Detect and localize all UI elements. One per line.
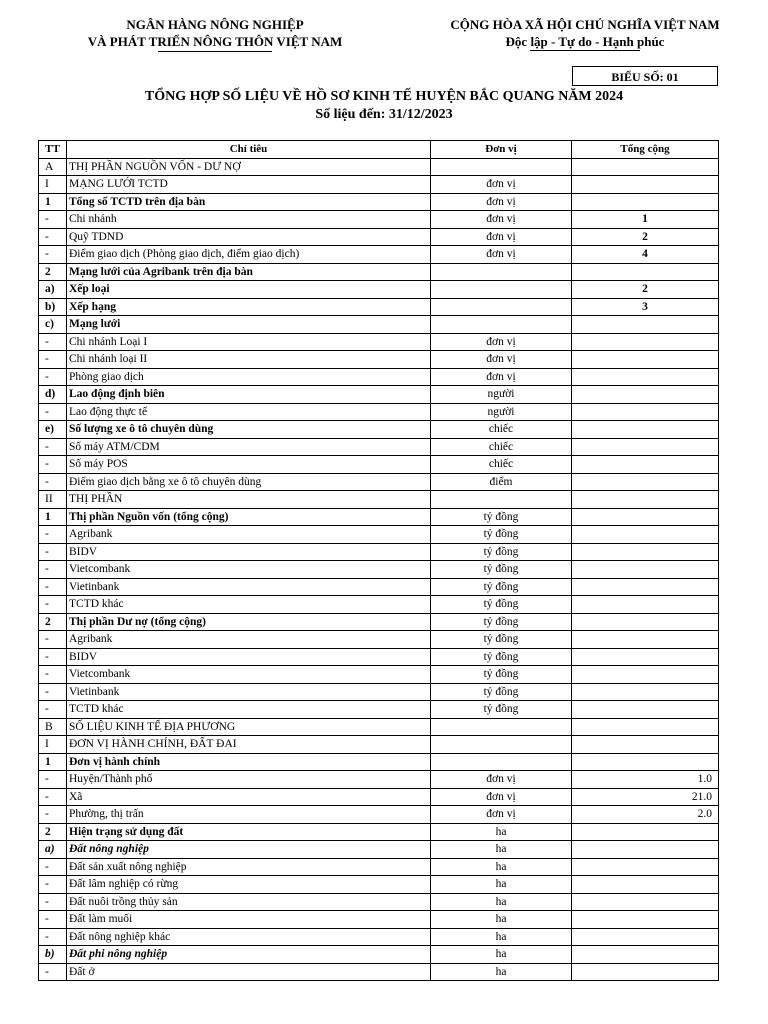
row-total-cell [572,543,719,561]
row-tt-cell: 2 [39,613,67,631]
row-indicator-cell: Lao động định biên [67,386,431,404]
row-tt-cell: - [39,561,67,579]
row-unit-cell: người [431,386,572,404]
table-row [39,456,719,474]
table-row [39,666,719,684]
row-tt-cell: I [39,736,67,754]
row-total-cell: 1.0 [572,771,719,789]
row-total-cell [572,351,719,369]
row-tt-cell: A [39,158,67,176]
row-tt-cell: - [39,858,67,876]
row-tt-cell: - [39,596,67,614]
row-indicator-cell: Thị phần Dư nợ (tổng cộng) [67,613,431,631]
row-tt-cell: - [39,963,67,981]
row-unit-cell: đơn vị [431,228,572,246]
row-total-cell [572,666,719,684]
table-row [39,403,719,421]
data-table [38,140,719,981]
row-total-cell [572,473,719,491]
row-unit-cell: đơn vị [431,771,572,789]
table-row [39,683,719,701]
row-indicator-cell: Tổng số TCTD trên địa bàn [67,193,431,211]
row-indicator-cell: Số máy POS [67,456,431,474]
row-indicator-cell: Xã [67,788,431,806]
row-unit-cell [431,736,572,754]
table-row [39,543,719,561]
row-indicator-cell: THỊ PHẦN [67,491,431,509]
header-tt: TT [39,141,67,159]
row-unit-cell [431,753,572,771]
row-tt-cell: - [39,701,67,719]
row-tt-cell: b) [39,946,67,964]
row-total-cell [572,911,719,929]
row-unit-cell: chiếc [431,438,572,456]
row-indicator-cell: Hiện trạng sử dụng đất [67,823,431,841]
row-tt-cell: - [39,928,67,946]
row-total-cell [572,858,719,876]
table-row [39,718,719,736]
row-tt-cell: b) [39,298,67,316]
row-unit-cell: tỷ đồng [431,508,572,526]
row-indicator-cell: BIDV [67,648,431,666]
row-indicator-cell: Đất nông nghiệp khác [67,928,431,946]
row-total-cell [572,736,719,754]
row-total-cell [572,701,719,719]
row-indicator-cell: Chi nhánh loại II [67,351,431,369]
row-unit-cell: tỷ đồng [431,631,572,649]
row-tt-cell: - [39,876,67,894]
document-subtitle: Số liệu đến: 31/12/2023 [315,107,453,122]
row-unit-cell: chiếc [431,456,572,474]
row-tt-cell: - [39,788,67,806]
row-tt-cell: II [39,491,67,509]
row-tt-cell: - [39,893,67,911]
row-total-cell [572,526,719,544]
table-header-row [39,141,719,159]
row-tt-cell: d) [39,386,67,404]
header-tong-cong: Tổng cộng [572,141,719,159]
row-tt-cell: - [39,911,67,929]
table-row [39,631,719,649]
table-row [39,701,719,719]
row-indicator-cell: Số lượng xe ô tô chuyên dùng [67,421,431,439]
row-indicator-cell: Đất làm muối [67,911,431,929]
row-total-cell [572,648,719,666]
row-indicator-cell: SỐ LIỆU KINH TẾ ĐỊA PHƯƠNG [67,718,431,736]
row-tt-cell: 1 [39,193,67,211]
row-unit-cell: tỷ đồng [431,666,572,684]
table-body [39,158,719,981]
row-total-cell [572,841,719,859]
table-row [39,263,719,281]
row-unit-cell: ha [431,823,572,841]
table-row [39,368,719,386]
table-row [39,333,719,351]
row-indicator-cell: Đất nuôi trồng thủy sản [67,893,431,911]
row-total-cell [572,753,719,771]
row-tt-cell: - [39,228,67,246]
org-name-line2: VÀ PHÁT TRIỂN NÔNG THÔN VIỆT NAM [87,34,343,49]
row-indicator-cell: Điểm giao dịch (Phòng giao dịch, điểm giao dịch) [67,246,431,264]
row-indicator-cell: Đất lâm nghiệp có rừng [67,876,431,894]
row-total-cell [572,438,719,456]
row-unit-cell: tỷ đồng [431,701,572,719]
table-row [39,771,719,789]
row-unit-cell: đơn vị [431,806,572,824]
row-indicator-cell: Đất nông nghiệp [67,841,431,859]
nation-line1: CỘNG HÒA XÃ HỘI CHỦ NGHĨA VIỆT NAM [450,17,720,32]
row-total-cell: 1 [572,211,719,229]
table-row [39,963,719,981]
row-indicator-cell: Thị phần Nguồn vốn (tổng cộng) [67,508,431,526]
table-row [39,841,719,859]
row-indicator-cell: Điểm giao dịch bằng xe ô tô chuyên dùng [67,473,431,491]
table-row [39,228,719,246]
row-tt-cell: 2 [39,823,67,841]
table-row [39,158,719,176]
row-tt-cell: a) [39,841,67,859]
row-total-cell [572,386,719,404]
row-indicator-cell: Agribank [67,526,431,544]
row-total-cell [572,316,719,334]
row-indicator-cell: Agribank [67,631,431,649]
table-row [39,613,719,631]
header-chi-tieu: Chỉ tiêu [67,141,431,159]
row-total-cell [572,578,719,596]
table-row [39,753,719,771]
row-unit-cell: tỷ đồng [431,648,572,666]
table-row [39,806,719,824]
row-total-cell [572,613,719,631]
row-tt-cell: - [39,648,67,666]
table-row [39,211,719,229]
table-row [39,736,719,754]
row-total-cell [572,823,719,841]
row-unit-cell [431,298,572,316]
row-indicator-cell: Đơn vị hành chính [67,753,431,771]
row-tt-cell: I [39,176,67,194]
row-total-cell [572,508,719,526]
row-unit-cell [431,316,572,334]
row-indicator-cell: Chi nhánh Loại I [67,333,431,351]
row-tt-cell: - [39,333,67,351]
row-tt-cell: 1 [39,508,67,526]
row-total-cell [572,928,719,946]
row-indicator-cell: TCTD khác [67,701,431,719]
table-row [39,281,719,299]
row-unit-cell: tỷ đồng [431,683,572,701]
row-tt-cell: - [39,473,67,491]
row-indicator-cell: BIDV [67,543,431,561]
row-indicator-cell: Quỹ TDND [67,228,431,246]
row-total-cell: 4 [572,246,719,264]
table-row [39,473,719,491]
row-total-cell [572,561,719,579]
row-indicator-cell: THỊ PHẦN NGUỒN VỐN - DƯ NỢ [67,158,431,176]
row-unit-cell: người [431,403,572,421]
row-tt-cell: - [39,578,67,596]
row-tt-cell: - [39,438,67,456]
row-unit-cell [431,281,572,299]
row-total-cell [572,456,719,474]
table-row [39,788,719,806]
row-unit-cell: ha [431,946,572,964]
row-indicator-cell: Mạng lưới [67,316,431,334]
row-tt-cell: - [39,631,67,649]
row-unit-cell [431,718,572,736]
row-unit-cell: ha [431,841,572,859]
row-indicator-cell: Vietcombank [67,561,431,579]
row-unit-cell: tỷ đồng [431,543,572,561]
table-row [39,176,719,194]
row-unit-cell [431,158,572,176]
row-indicator-cell: Phường, thị trấn [67,806,431,824]
row-indicator-cell: Mạng lưới của Agribank trên địa bàn [67,263,431,281]
row-indicator-cell: Vietinbank [67,578,431,596]
row-unit-cell: ha [431,928,572,946]
row-total-cell [572,176,719,194]
row-unit-cell: tỷ đồng [431,561,572,579]
row-indicator-cell: Huyện/Thành phố [67,771,431,789]
org-name-line1: NGÂN HÀNG NÔNG NGHIỆP [126,17,304,32]
row-tt-cell: B [39,718,67,736]
row-tt-cell: - [39,368,67,386]
row-tt-cell: c) [39,316,67,334]
row-tt-cell: - [39,456,67,474]
row-total-cell [572,491,719,509]
row-total-cell [572,893,719,911]
row-tt-cell: - [39,351,67,369]
row-unit-cell: chiếc [431,421,572,439]
table-row [39,508,719,526]
table-row [39,911,719,929]
table-row [39,876,719,894]
row-unit-cell: đơn vị [431,193,572,211]
national-header [420,16,750,51]
table-row [39,893,719,911]
row-indicator-cell: Lao động thực tế [67,403,431,421]
row-unit-cell: ha [431,893,572,911]
row-indicator-cell: Vietinbank [67,683,431,701]
table-row [39,246,719,264]
row-total-cell [572,421,719,439]
table-row [39,298,719,316]
table-row [39,421,719,439]
header-don-vi: Đơn vị [431,141,572,159]
table-row [39,928,719,946]
row-unit-cell: ha [431,858,572,876]
row-total-cell [572,876,719,894]
row-total-cell: 2 [572,281,719,299]
row-total-cell: 21.0 [572,788,719,806]
row-unit-cell: tỷ đồng [431,613,572,631]
row-unit-cell: ha [431,963,572,981]
row-indicator-cell: Số máy ATM/CDM [67,438,431,456]
row-unit-cell [431,263,572,281]
row-total-cell [572,263,719,281]
row-unit-cell: đơn vị [431,211,572,229]
table-row [39,526,719,544]
row-indicator-cell: Phòng giao dịch [67,368,431,386]
row-unit-cell: điểm [431,473,572,491]
row-indicator-cell: TCTD khác [67,596,431,614]
row-tt-cell: - [39,246,67,264]
row-unit-cell: đơn vị [431,368,572,386]
row-indicator-cell: Đất ở [67,963,431,981]
row-unit-cell: ha [431,876,572,894]
row-indicator-cell: ĐƠN VỊ HÀNH CHÍNH, ĐẤT ĐAI [67,736,431,754]
row-indicator-cell: Đất sản xuất nông nghiệp [67,858,431,876]
table-row [39,578,719,596]
table-row [39,386,719,404]
motto-underline [530,50,640,51]
row-unit-cell [431,491,572,509]
row-total-cell [572,403,719,421]
row-tt-cell: - [39,666,67,684]
row-tt-cell: - [39,543,67,561]
row-total-cell [572,193,719,211]
row-total-cell: 2 [572,228,719,246]
row-total-cell [572,946,719,964]
table-row [39,596,719,614]
row-tt-cell: 2 [39,263,67,281]
table-row [39,316,719,334]
table-row [39,561,719,579]
row-tt-cell: - [39,683,67,701]
row-total-cell [572,158,719,176]
row-tt-cell: 1 [39,753,67,771]
row-total-cell [572,368,719,386]
form-number-box: BIỂU SỐ: 01 [572,66,718,86]
row-unit-cell: ha [431,911,572,929]
row-total-cell [572,718,719,736]
table-row [39,823,719,841]
row-total-cell [572,963,719,981]
table-row [39,438,719,456]
row-tt-cell: e) [39,421,67,439]
row-tt-cell: - [39,211,67,229]
table-row [39,491,719,509]
row-unit-cell: tỷ đồng [431,578,572,596]
row-total-cell [572,683,719,701]
row-unit-cell: đơn vị [431,333,572,351]
nation-motto: Độc lập - Tự do - Hạnh phúc [505,34,665,49]
row-indicator-cell: Vietcombank [67,666,431,684]
table-row [39,648,719,666]
document-title: TỔNG HỢP SỐ LIỆU VỀ HỒ SƠ KINH TẾ HUYỆN BẮC QUANG NĂM 2024 [144,89,624,104]
table-row [39,351,719,369]
row-total-cell [572,333,719,351]
row-unit-cell: đơn vị [431,351,572,369]
organization-header [40,16,390,52]
row-indicator-cell: Chi nhánh [67,211,431,229]
org-underline [158,51,272,52]
table-row [39,858,719,876]
row-unit-cell: tỷ đồng [431,596,572,614]
row-indicator-cell: Xếp hạng [67,298,431,316]
row-tt-cell: - [39,526,67,544]
row-tt-cell: - [39,806,67,824]
row-unit-cell: đơn vị [431,176,572,194]
table-row [39,193,719,211]
table-row [39,946,719,964]
row-total-cell: 3 [572,298,719,316]
row-total-cell [572,631,719,649]
row-indicator-cell: Xếp loại [67,281,431,299]
row-unit-cell: tỷ đồng [431,526,572,544]
row-total-cell [572,596,719,614]
row-tt-cell: - [39,771,67,789]
row-tt-cell: a) [39,281,67,299]
row-indicator-cell: Đất phi nông nghiệp [67,946,431,964]
row-unit-cell: đơn vị [431,246,572,264]
row-unit-cell: đơn vị [431,788,572,806]
row-tt-cell: - [39,403,67,421]
row-indicator-cell: MẠNG LƯỚI TCTD [67,176,431,194]
row-total-cell: 2.0 [572,806,719,824]
